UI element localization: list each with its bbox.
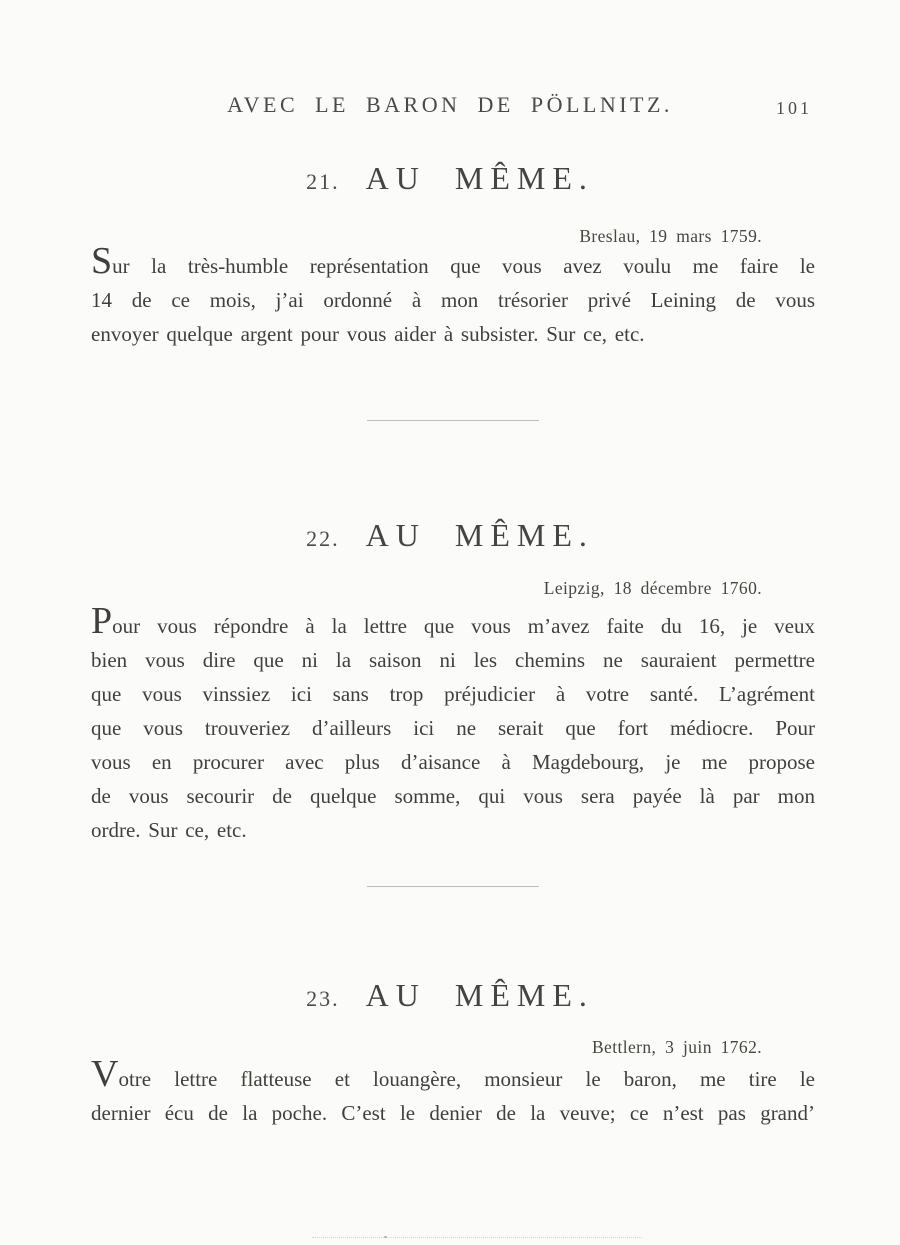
- letter-23-title: AU MÊME.: [365, 977, 594, 1013]
- section-divider: [367, 420, 539, 421]
- letter-22-heading: [0, 517, 900, 554]
- letter-23-heading: [0, 977, 900, 1014]
- scan-artifact-dotted-line: [312, 1237, 642, 1238]
- text-line: Sur la très-humble représentation que vous avez voulu me faire le: [91, 240, 815, 282]
- letter-21-dateline: Breslau, 19 mars 1759.: [579, 226, 762, 246]
- text-line: envoyer quelque argent pour vous aider à subsister. Sur ce, etc.: [91, 322, 645, 346]
- letter-21-body: [91, 240, 815, 351]
- text-line: Pour vous répondre à la lettre que vous m’avez faite du 16, je veux: [91, 600, 815, 642]
- letter-22-dateline: Leipzig, 18 décembre 1760.: [543, 578, 762, 598]
- raised-capital-initial: P: [91, 600, 113, 642]
- text-line: vous en procurer avec plus d’aisance à Magdebourg, je me propose: [91, 750, 815, 774]
- letter-23-body: [91, 1053, 815, 1130]
- running-header-title: AVEC LE BARON DE PÖLLNITZ.: [227, 92, 673, 117]
- text-line: que vous trouveriez d’ailleurs ici ne serait que fort médiocre. Pour: [91, 716, 815, 740]
- letter-22-number: 22.: [306, 526, 340, 551]
- letter-22-body: [91, 600, 815, 847]
- text-line: bien vous dire que ni la saison ni les chemins ne sauraient permettre: [91, 648, 815, 672]
- text-line: de vous secourir de quelque somme, qui vous sera payée là par mon: [91, 784, 815, 808]
- text-line: ordre. Sur ce, etc.: [91, 818, 247, 842]
- text-line: que vous vinssiez ici sans trop préjudicier à votre santé. L’agrément: [91, 682, 815, 706]
- letter-21-heading: [0, 160, 900, 197]
- letter-21-number: 21.: [306, 169, 340, 194]
- letter-23-number: 23.: [306, 986, 340, 1011]
- section-divider: [367, 886, 539, 887]
- page-number: 101: [776, 98, 812, 118]
- text-line: Votre lettre flatteuse et louangère, monsieur le baron, me tire le: [91, 1053, 815, 1095]
- text-line: 14 de ce mois, j’ai ordonné à mon trésorier privé Leining de vous: [91, 288, 815, 312]
- letter-21-title: AU MÊME.: [365, 160, 594, 196]
- raised-capital-initial: S: [91, 240, 113, 282]
- scan-artifact-dot: [384, 1236, 387, 1238]
- raised-capital-initial: V: [91, 1053, 119, 1095]
- letter-22-title: AU MÊME.: [365, 517, 594, 553]
- letter-23-dateline: Bettlern, 3 juin 1762.: [591, 1037, 762, 1057]
- text-line: dernier écu de la poche. C’est le denier de la veuve; ce n’est pas grand’: [91, 1101, 815, 1125]
